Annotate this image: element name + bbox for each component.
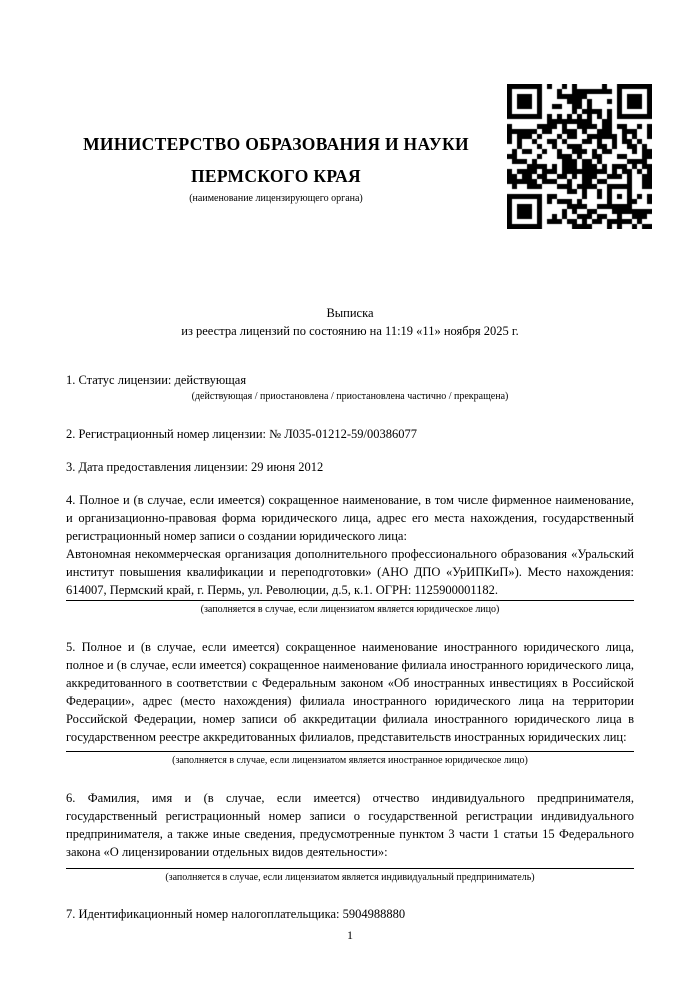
item-7-taxpayer-number: [66, 905, 634, 923]
item-1-license-status: [66, 371, 634, 403]
ministry-name-line2: ПЕРМСКОГО КРАЯ: [191, 166, 361, 186]
item-caption: (заполняется в случае, если лицензиатом является индивидуальный предприниматель): [165, 872, 535, 883]
item-text: 3. Дата предоставления лицензии: 29 июня 2012: [66, 460, 324, 474]
item-5-foreign-entity: [66, 638, 634, 767]
authority-caption: (наименование лицензирующего органа): [189, 193, 363, 204]
document-title-line2: из реестра лицензий по состоянию на 11:19 «11» ноября 2025 г.: [181, 324, 519, 338]
fill-in-line: [66, 600, 634, 601]
fill-in-line: [66, 868, 634, 869]
document-title-line1: Выписка: [326, 306, 374, 320]
item-text: 4. Полное и (в случае, если имеется) сокращенное наименование, в том числе фирменное наименование, и организационно-правовая форма юридического лица, адрес его места нахождения, государственный регистрационный номер записи о создании юридического лица:: [66, 493, 634, 543]
item-caption: (заполняется в случае, если лицензиатом является юридическое лицо): [200, 604, 500, 615]
item-caption: (действующая / приостановлена / приостановлена частично / прекращена): [191, 391, 509, 402]
item-text: 6. Фамилия, имя и (в случае, если имеется) отчество индивидуального предпринимателя, государственный регистрационный номер записи о государственной регистрации индивидуального предпринимателя, а также иные сведения, предусмотренные пунктом 3 части 1 статьи 15 Федерального закона «О лицензировании отдельных видов деятельности»:: [66, 791, 634, 859]
item-text: 2. Регистрационный номер лицензии: № Л035-01212-59/00386077: [66, 427, 417, 441]
item-text: 7. Идентификационный номер налогоплательщика: 5904988880: [66, 907, 406, 921]
item-4-legal-entity: [66, 491, 634, 616]
page-number: 1: [347, 928, 353, 942]
ministry-name-line1: МИНИСТЕРСТВО ОБРАЗОВАНИЯ И НАУКИ: [83, 134, 469, 154]
qr-code: [507, 84, 652, 229]
item-caption: (заполняется в случае, если лицензиатом является иностранное юридическое лицо): [172, 755, 528, 766]
item-text: 5. Полное и (в случае, если имеется) сокращенное наименование иностранного юридического лица, полное и (в случае, если имеется) сокращенное наименование филиала иностранного юридического лица, аккредитованного в соответствии с Федеральным законом «Об иностранных инвестициях в Российской Федерации», адрес (место нахождения) филиала иностранного юридического лица на территории Российской Федерации, номер записи об аккредитации филиала иностранного юридического лица в государственном реестре аккредитованных филиалов, представительств иностранных юридических лиц:: [66, 640, 634, 744]
fill-in-line: [66, 751, 634, 752]
licensing-authority-header: [66, 128, 486, 205]
item-3-license-date: [66, 458, 634, 476]
item-6-individual-entrepreneur: [66, 789, 634, 884]
item-2-registration-number: [66, 425, 634, 443]
item-text: 1. Статус лицензии: действующая: [66, 373, 247, 387]
document-title: [66, 304, 634, 340]
item-value: Автономная некоммерческая организация дополнительного профессионального образования «Уральский институт повышения квалификации и переподготовки» (АНО ДПО «УрИПКиП»). Место нахождения: 614007, Пермский край, г. Пермь, ул. Революции, д.5, к.1. ОГРН: 1125900001182.: [66, 547, 634, 597]
document-body: [66, 297, 634, 923]
